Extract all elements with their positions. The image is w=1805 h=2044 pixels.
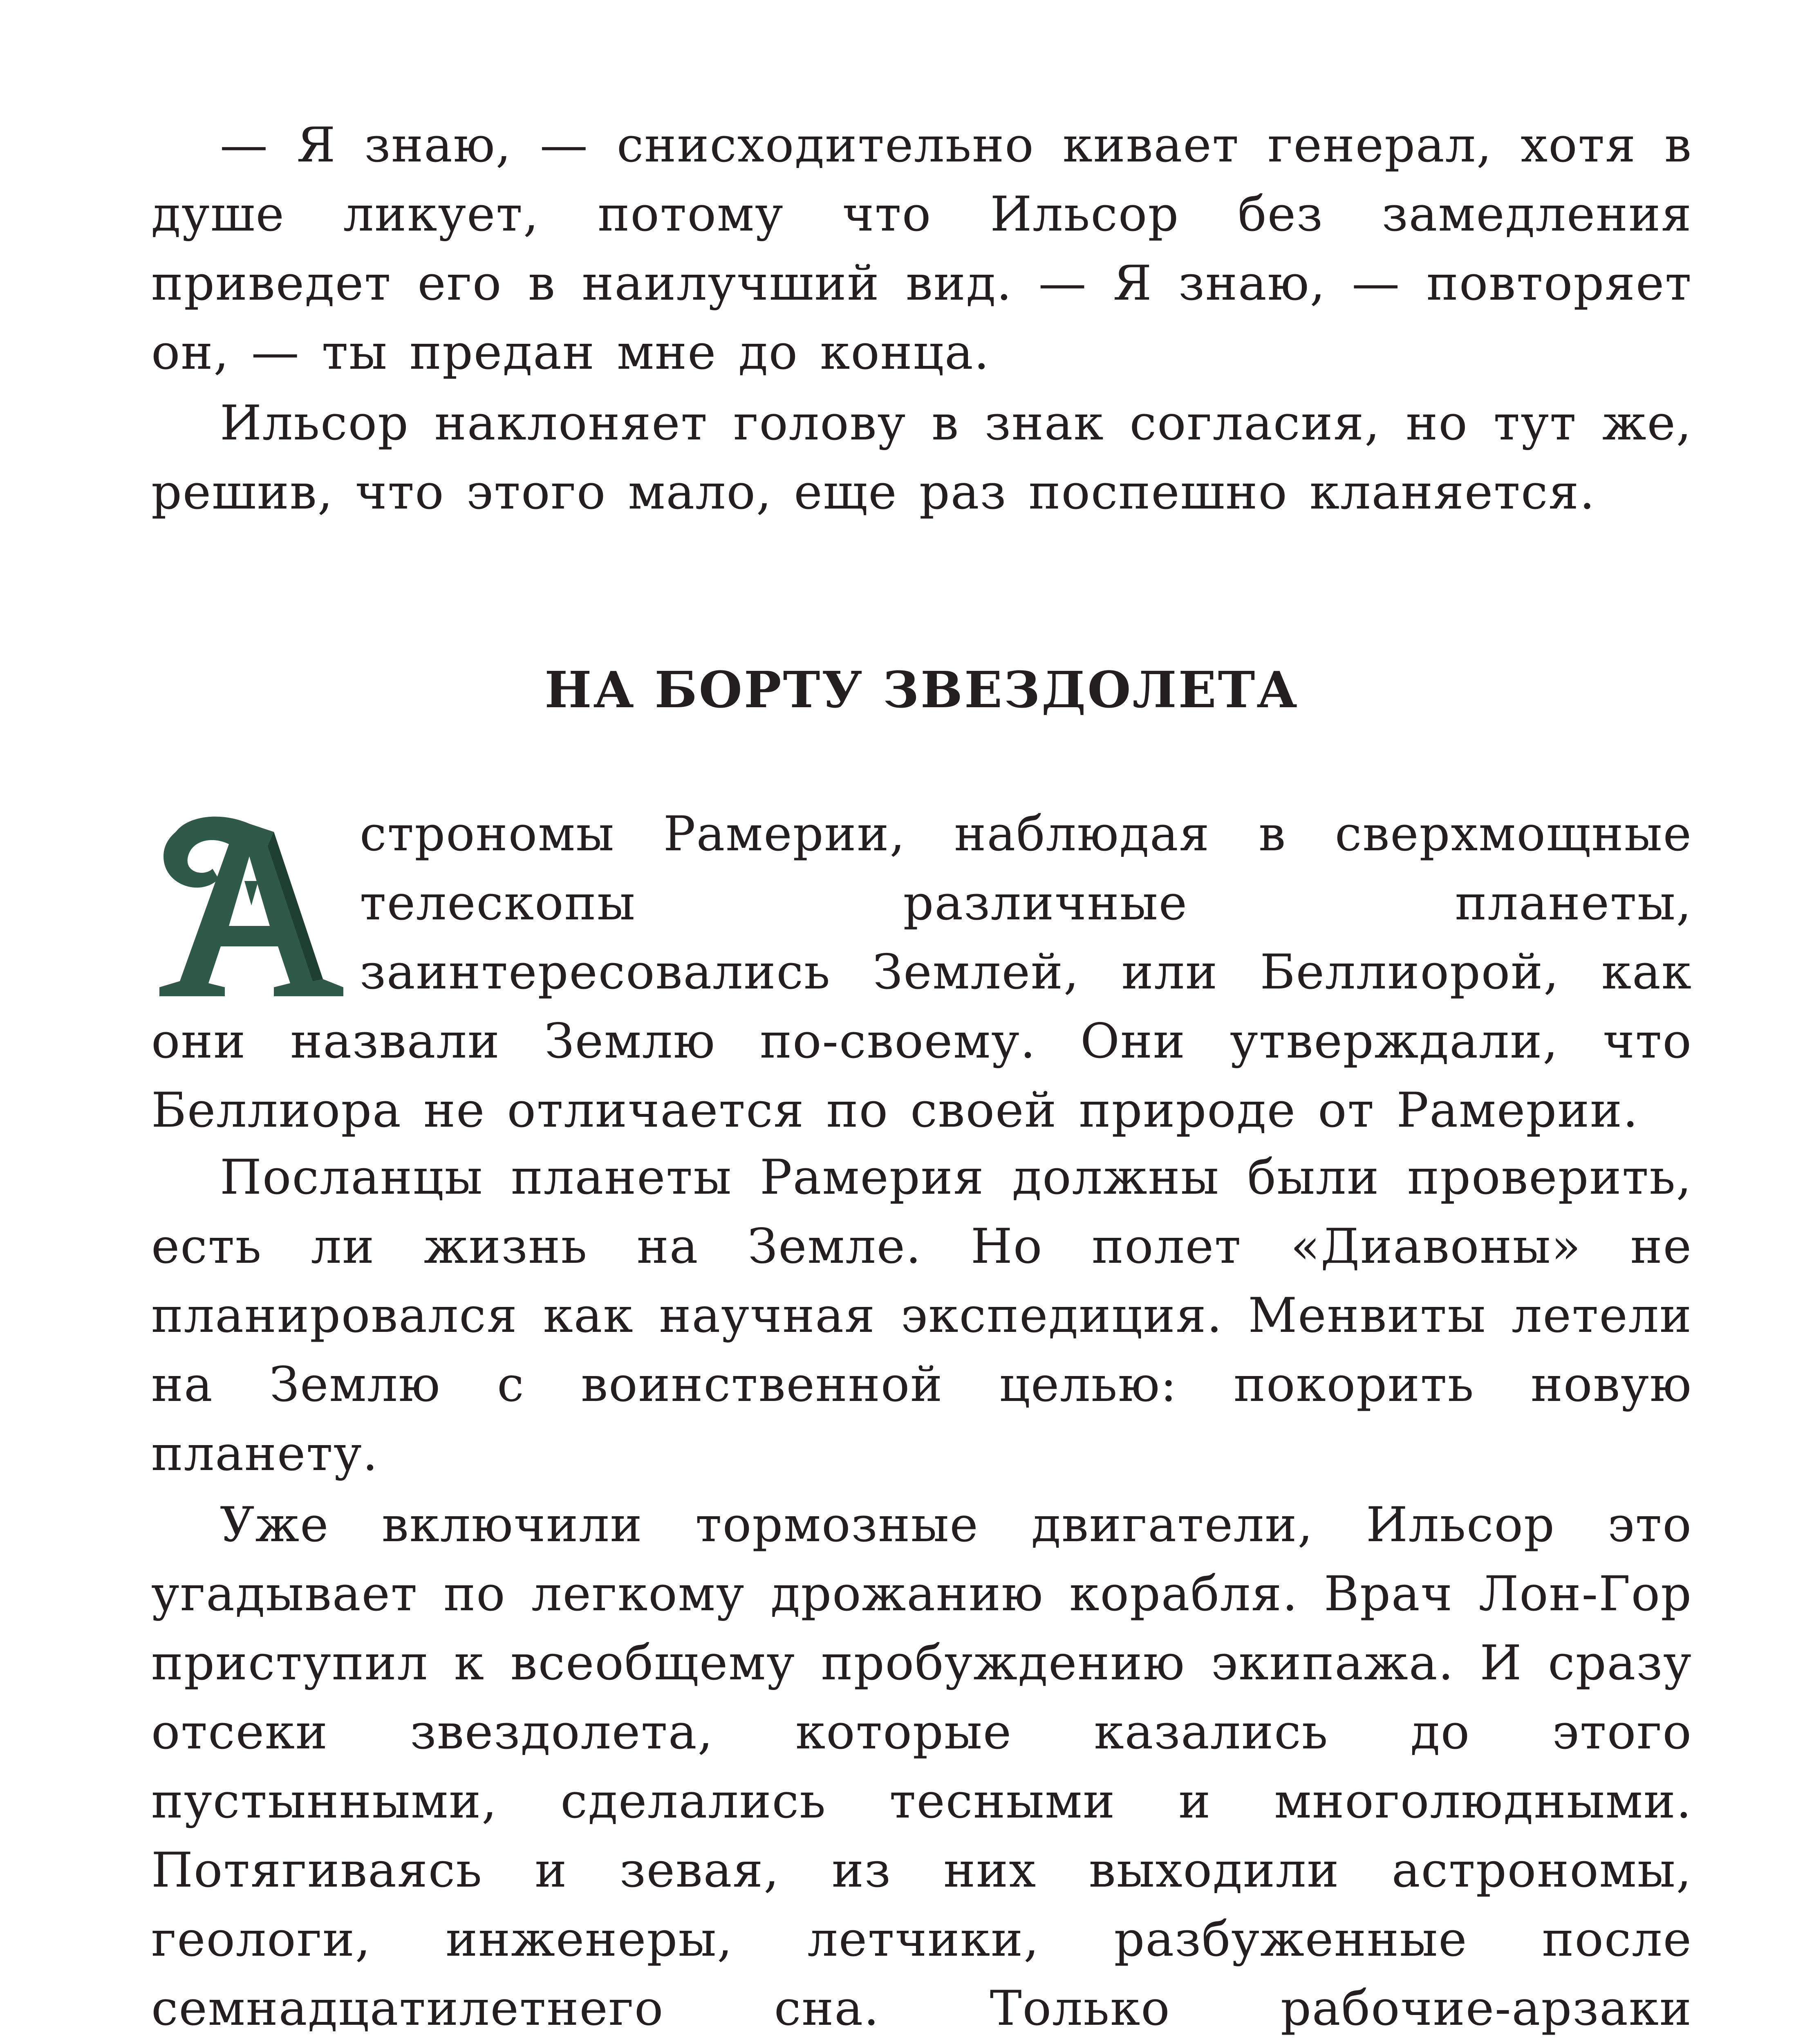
paragraph-narration: Ильсор наклоняет голову в знак согласия, но тут же, решив, что этого мало, еще раз поспешно кланяется. — [151, 395, 1692, 520]
paragraph-dialogue: — Я знаю, — снисходительно кивает генерал, хотя в душе ликует, потому что Ильсор без замедления приведет его в наилучший вид. — Я знаю, — повторяет он, — ты предан мне до конца. — [151, 117, 1692, 380]
book-page — [151, 0, 1692, 2044]
drop-cap-letter — [151, 807, 347, 1000]
paragraph-chapter-first-text: строномы Рамерии, наблюдая в сверхмощные телескопы различные планеты, заинтересовались Землей, или Беллиорой, как они назвали Землю по-своему. Они утверждали, что Беллиора не отличается по своей природе от Рамерии. — [151, 806, 1692, 1138]
paragraph-chapter-first — [151, 799, 1692, 1145]
chapter-title: НА БОРТУ ЗВЕЗДОЛЕТА — [544, 660, 1299, 719]
paragraph-narration: Уже включили тормозные двигатели, Ильсор это угадывает по легкому дрожанию корабля. Врач Лон-Гор приступил к всеобщему пробуждению экипажа. И сразу отсеки звездолета, которые казались до этого пустынными, сделались тесными и многолюдными. Потягиваясь и зевая, из них выходили астрономы, геологи, инженеры, летчики, разбуженные после семнадцатилетнего сна. Только рабочие-арзаки — [151, 1497, 1692, 2036]
paragraph-narration: Посланцы планеты Рамерия должны были проверить, есть ли жизнь на Земле. Но полет «Диавоны» не планировался как научная экспедиция. Менвиты летели на Землю с воинственной целью: покорить новую планету. — [151, 1149, 1692, 1481]
chapter-opening — [151, 799, 1692, 1145]
